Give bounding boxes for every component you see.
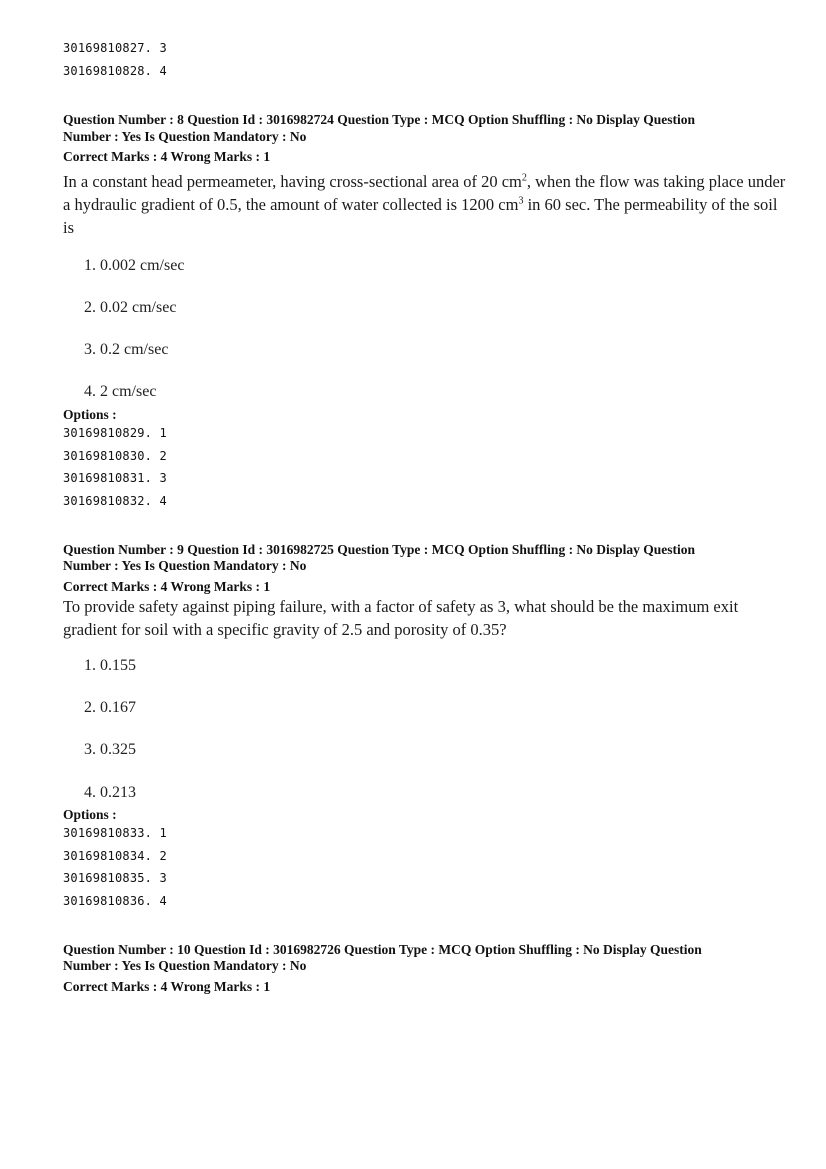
question-header-cont: Number : Yes Is Question Mandatory : No: [63, 558, 307, 573]
option-id-row: 30169810829. 1: [63, 426, 167, 440]
option-id-row: 30169810828. 4: [63, 64, 167, 78]
option-id-row: 30169810834. 2: [63, 849, 167, 863]
option-id-row: 30169810830. 2: [63, 449, 167, 463]
answer-choice: 2. 0.167: [84, 699, 136, 716]
option-id-row: 30169810831. 3: [63, 471, 167, 485]
question-header: Question Number : 10 Question Id : 3016982726 Question Type : MCQ Option Shuffling : No Display Question: [63, 942, 702, 957]
question-marks: Correct Marks : 4 Wrong Marks : 1: [63, 979, 271, 994]
answer-choice: 2. 0.02 cm/sec: [84, 299, 177, 316]
answer-choice: 1. 0.155: [84, 657, 136, 674]
option-id-row: 30169810836. 4: [63, 894, 167, 908]
answer-choice: 4. 0.213: [84, 784, 136, 801]
question-header: Question Number : 9 Question Id : 3016982725 Question Type : MCQ Option Shuffling : No Display Question: [63, 542, 695, 557]
option-id-row: 30169810833. 1: [63, 826, 167, 840]
option-id-row: 30169810835. 3: [63, 871, 167, 885]
question-marks: Correct Marks : 4 Wrong Marks : 1: [63, 579, 271, 594]
question-marks: Correct Marks : 4 Wrong Marks : 1: [63, 149, 271, 164]
answer-choice: 4. 2 cm/sec: [84, 383, 157, 400]
question-text: To provide safety against piping failure, with a factor of safety as 3, what should be the maximum exit gradient for soil with a specific gravity of 2.5 and porosity of 0.35?: [63, 597, 739, 639]
options-label: Options :: [63, 407, 117, 422]
question-header-cont: Number : Yes Is Question Mandatory : No: [63, 129, 307, 144]
option-id-row: 30169810832. 4: [63, 494, 167, 508]
question-text: In a constant head permeameter, having cross-sectional area of 20 $cm^2$, when the flow was taking place under a hydraulic gradient of 0.5, the amount of water collected is 1200 $cm^3$ in 60 sec. The permeability of the soil is: [63, 172, 786, 237]
question-header: Question Number : 8 Question Id : 3016982724 Question Type : MCQ Option Shuffling : No Display Question: [63, 112, 695, 127]
answer-choice: 3. 0.2 cm/sec: [84, 341, 169, 358]
options-label: Options :: [63, 807, 117, 822]
answer-choice: 1. 0.002 cm/sec: [84, 257, 185, 274]
option-id-row: 30169810827. 3: [63, 41, 167, 55]
question-header-cont: Number : Yes Is Question Mandatory : No: [63, 958, 307, 973]
answer-choice: 3. 0.325: [84, 741, 136, 758]
